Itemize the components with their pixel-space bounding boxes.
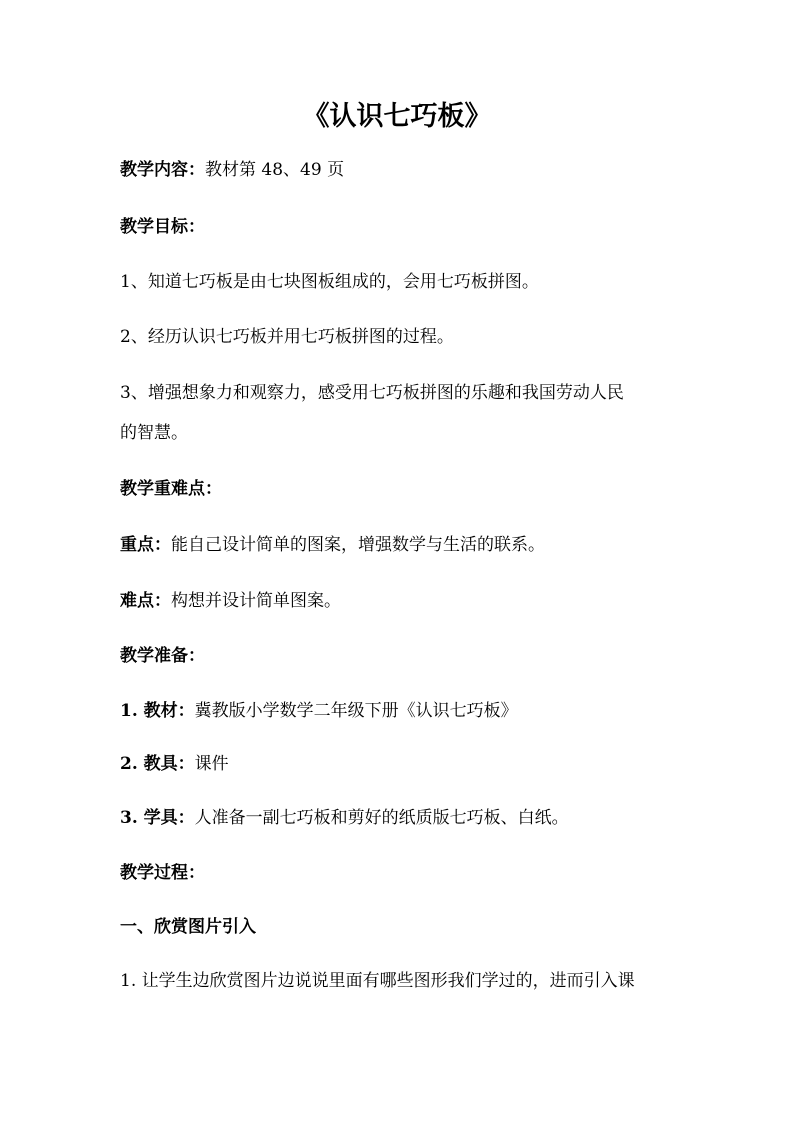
objective-item-3-continued: 的智慧。 bbox=[120, 423, 188, 443]
preparation-item-3-label: 3. 学具： bbox=[120, 808, 195, 828]
key-points-heading: 教学重难点： bbox=[120, 479, 222, 499]
document-title: 《认识七巧板》 bbox=[302, 101, 492, 132]
preparation-item-2-text: 课件 bbox=[194, 754, 229, 774]
process-heading: 教学过程： bbox=[120, 863, 205, 883]
teaching-content-label: 教学内容： bbox=[120, 160, 205, 180]
preparation-item-1 bbox=[120, 698, 680, 724]
preparation-item-1-label: 1. 教材： bbox=[120, 701, 195, 721]
objective-item-3: 3、增强想象力和观察力，感受用七巧板拼图的乐趣和我国劳动人民 bbox=[120, 383, 624, 403]
objective-item-2: 2、经历认识七巧板并用七巧板拼图的过程。 bbox=[120, 327, 454, 347]
difficult-point-text: 构想并设计简单图案。 bbox=[171, 591, 341, 611]
process-section-1-heading: 一、欣赏图片引入 bbox=[120, 917, 256, 937]
key-point-line bbox=[120, 532, 680, 558]
preparation-item-1-text: 冀教版小学数学二年级下册《认识七巧板》 bbox=[194, 701, 518, 721]
objectives-heading: 教学目标： bbox=[120, 217, 205, 237]
process-step-1: 1. 让学生边欣赏图片边说说里面有哪些图形我们学过的，进而引入课 bbox=[120, 971, 635, 991]
preparation-heading: 教学准备： bbox=[120, 646, 205, 666]
preparation-item-2 bbox=[120, 751, 680, 777]
teaching-content-line bbox=[120, 157, 680, 183]
difficult-point-line bbox=[120, 588, 680, 614]
key-point-text: 能自己设计简单的图案，增强数学与生活的联系。 bbox=[171, 535, 545, 555]
objective-item-1: 1、知道七巧板是由七块图板组成的，会用七巧板拼图。 bbox=[120, 272, 539, 292]
preparation-item-3 bbox=[120, 805, 680, 831]
preparation-item-3-text: 人准备一副七巧板和剪好的纸质版七巧板、白纸。 bbox=[194, 808, 569, 828]
preparation-item-2-label: 2. 教具： bbox=[120, 754, 195, 774]
key-point-label: 重点： bbox=[120, 535, 171, 555]
teaching-content-text: 教材第 48、49 页 bbox=[205, 160, 345, 180]
difficult-point-label: 难点： bbox=[120, 591, 171, 611]
